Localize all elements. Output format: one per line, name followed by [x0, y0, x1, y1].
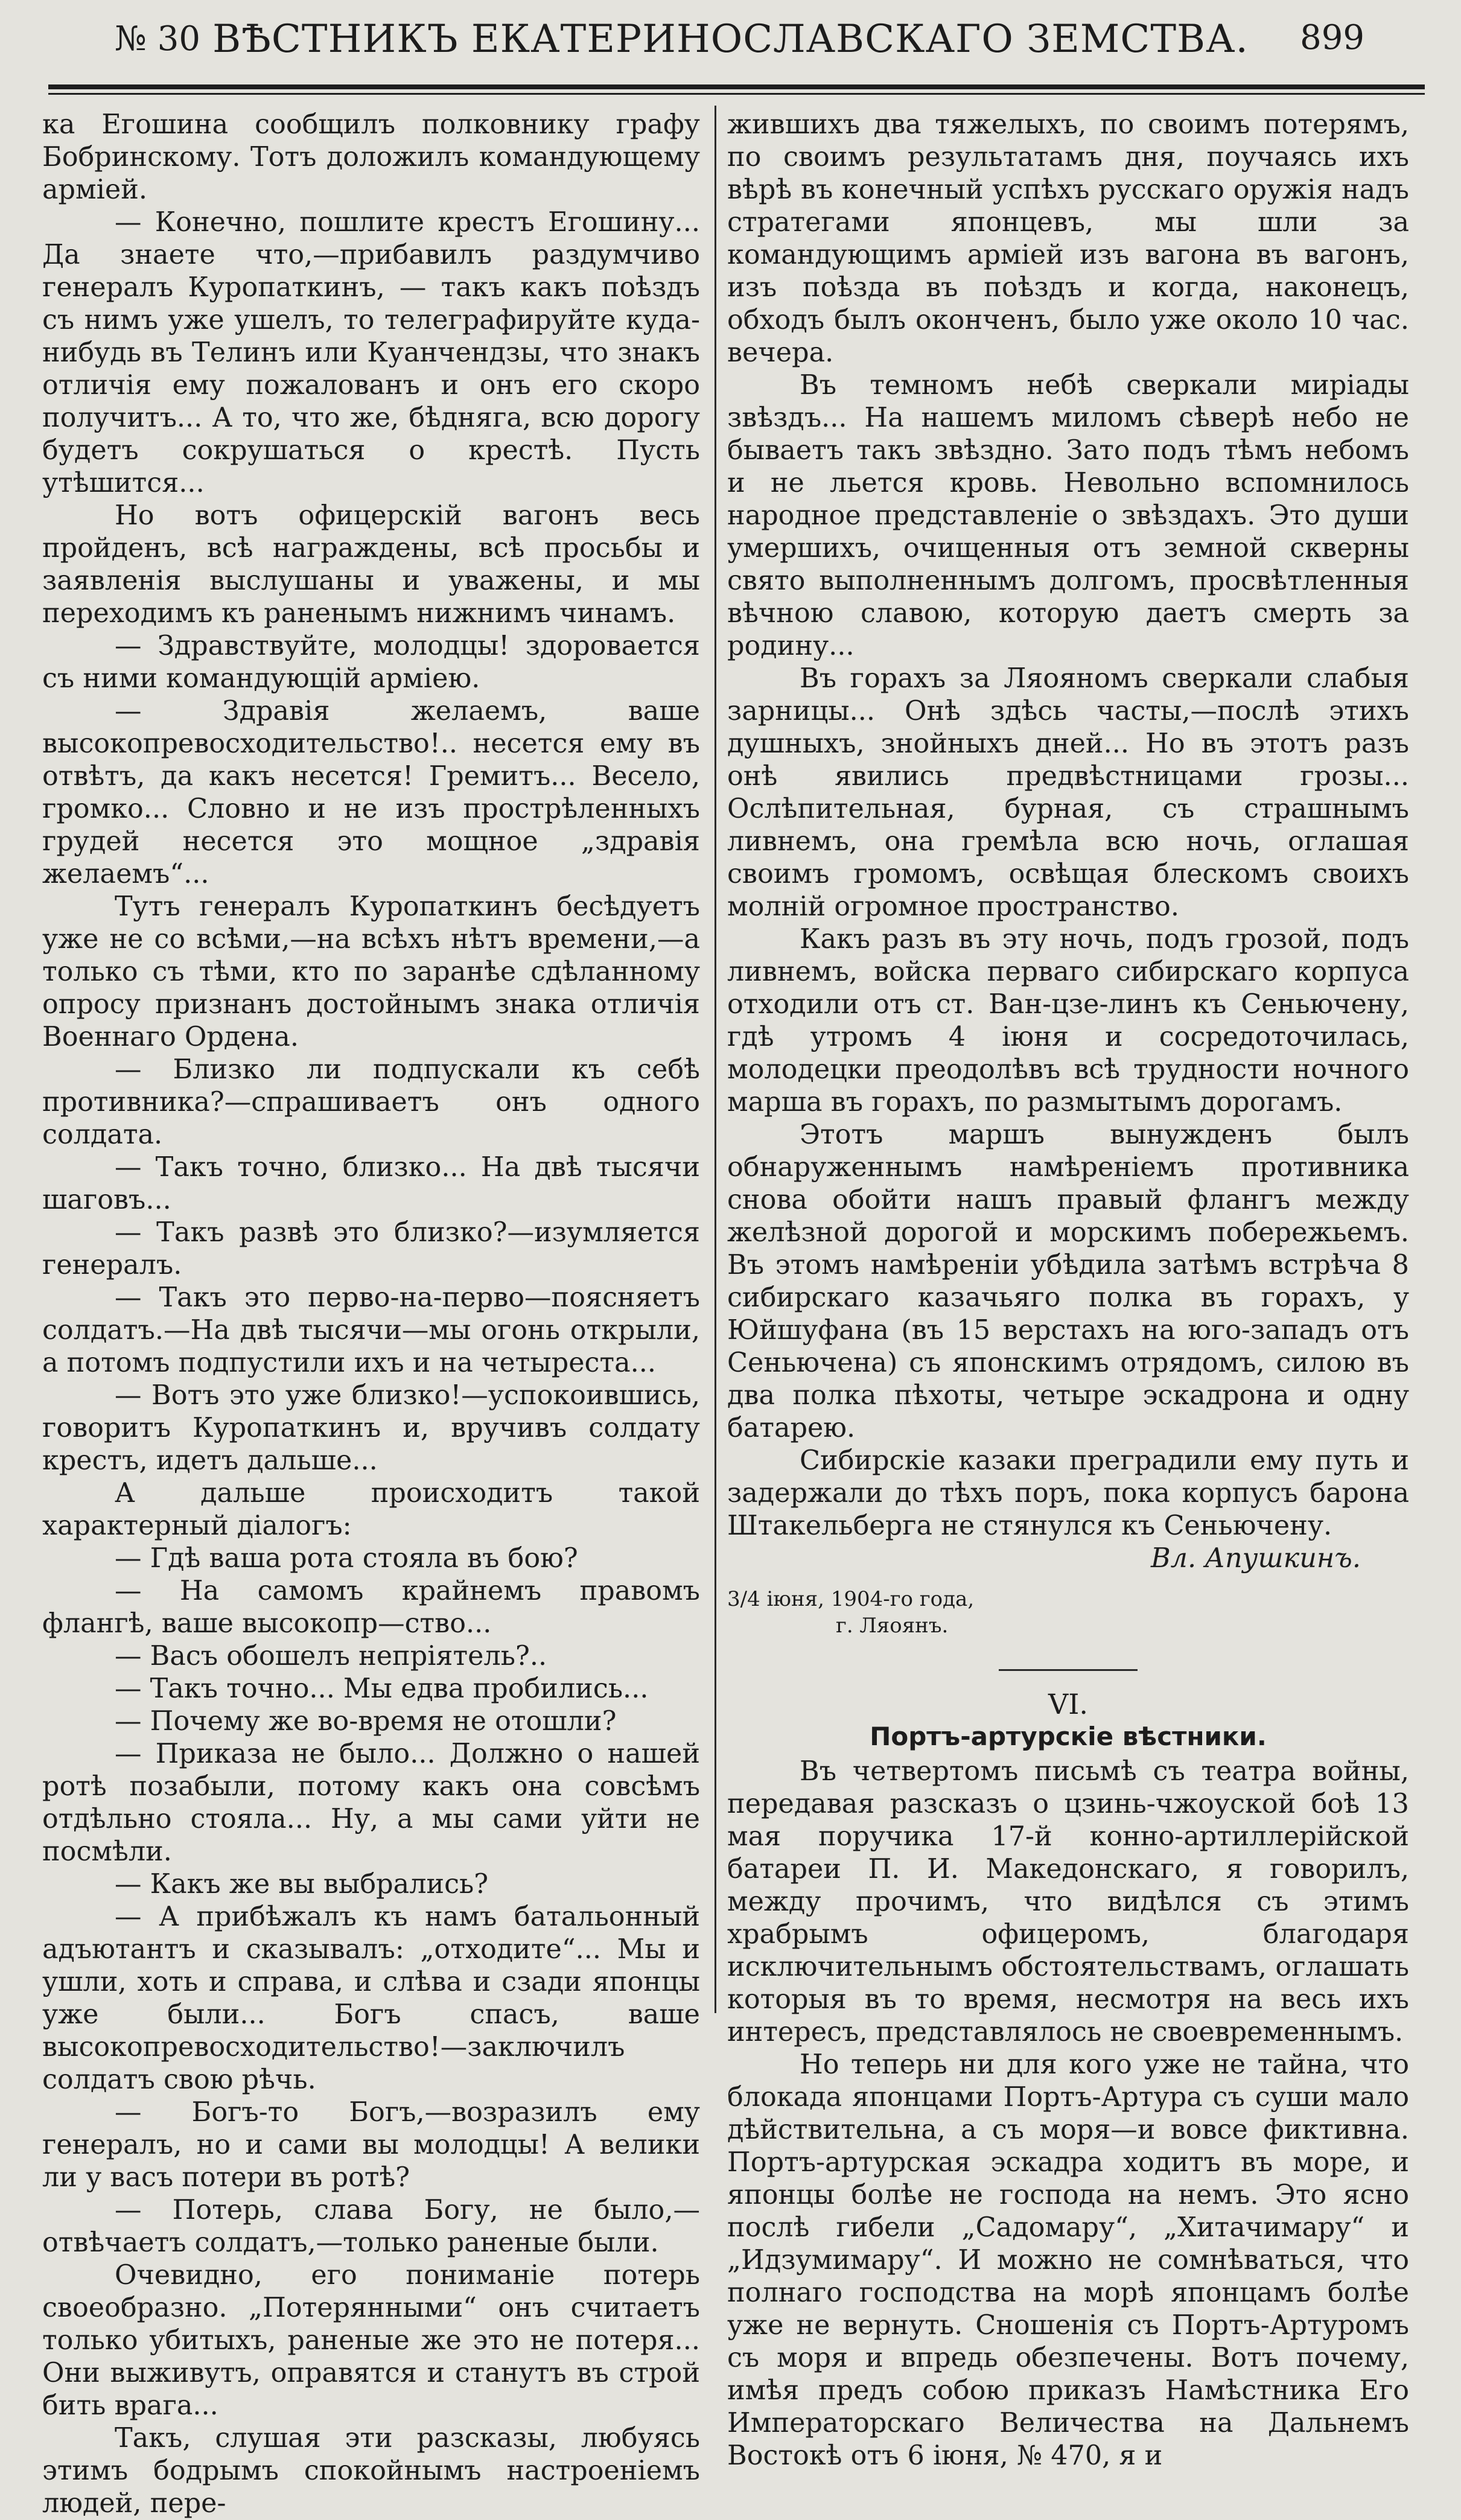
paragraph: Этотъ маршъ вынужденъ былъ обнаруженнымъ намѣреніемъ противника снова обойти нашъ правый флангъ между желѣзной дорогой и морскимъ побережьемъ. Въ этомъ намѣреніи убѣдила затѣмъ встрѣча 8 сибирскаго казачьяго полка въ горахъ, у Юйшуфана (въ 15 верстахъ на юго-западъ отъ Сеньючена) съ японскимъ отрядомъ, силою въ два полка пѣхоты, четыре эскадрона и одну батарею.: [727, 1119, 1409, 1443]
dateline-date: 3/4 іюня, 1904-го года,: [727, 1587, 975, 1611]
paragraph: — Такъ точно, близко... На двѣ тысячи шаговъ...: [42, 1152, 700, 1215]
dateline-place: г. Ляоянъ.: [836, 1614, 949, 1638]
masthead-title: ВѢСТНИКЪ ЕКАТЕРИНОСЛАВСКАГО ЗЕМСТВА.: [212, 17, 1249, 62]
paragraph: — Близко ли подпускали къ себѣ противника?—спрашиваетъ онъ одного солдата.: [42, 1054, 700, 1150]
paragraph: Въ темномъ небѣ сверкали миріады звѣздъ... На нашемъ миломъ сѣверѣ небо не бываетъ такъ звѣздно. Зато подъ тѣмъ небомъ и не льется кровь. Невольно вспомнилось народное представленіе о звѣздахъ. Это души умершихъ, очищенныя отъ земной скверны свято выполненнымъ долгомъ, просвѣтленныя вѣчною славою, которую даетъ смерть за родину...: [727, 370, 1409, 661]
paragraph: — А прибѣжалъ къ намъ батальонный адъютантъ и сказывалъ: „отходите“... Мы и ушли, хоть и справа, и слѣва и сзади японцы уже были... Богъ спасъ, ваше высокопревосходительство!—заключилъ солдатъ свою рѣчь.: [42, 1901, 700, 2095]
paragraph: — Гдѣ ваша рота стояла въ бою?: [115, 1543, 578, 1574]
paragraph: Такъ, слушая эти разсказы, любуясь этимъ бодрымъ спокойнымъ настроеніемъ людей, пере-: [42, 2423, 700, 2519]
paragraph: — Богъ-то Богъ,—возразилъ ему генералъ, но и сами вы молодцы! А велики ли у васъ потери въ ротѣ?: [42, 2097, 700, 2193]
author-signature: Вл. Апушкинъ.: [1150, 1543, 1361, 1574]
paragraph: — Такъ развѣ это близко?—изумляется генералъ.: [42, 1217, 700, 1281]
header-rule-thick: [48, 84, 1425, 89]
paragraph: — Потерь, слава Богу, не было,—отвѣчаетъ солдатъ,—только раненые были.: [42, 2195, 700, 2258]
paragraph: Но вотъ офицерскій вагонъ весь пройденъ, всѣ награждены, всѣ просьбы и заявленія выслушаны и уважены, и мы переходимъ къ раненымъ нижнимъ чинамъ.: [42, 500, 700, 629]
page-number: 899: [1300, 18, 1364, 57]
paragraph: Очевидно, его пониманіе потерь своеобразно. „Потерянными“ онъ считаетъ только убитыхъ, раненые же это не потеря... Они выживутъ, оправятся и станутъ въ строй бить врага...: [42, 2260, 700, 2421]
header-rule-thin: [48, 93, 1425, 95]
paragraph: — Такъ точно... Мы едва пробились...: [115, 1673, 649, 1704]
paragraph: — Здравія желаемъ, ваше высокопревосходительство!.. несется ему въ отвѣтъ, да какъ несется! Гремитъ... Весело, громко... Словно и не изъ прострѣленныхъ грудей несется это мощное „здравія желаемъ“...: [42, 696, 700, 889]
paragraph: — Почему же во-время не отошли?: [115, 1706, 617, 1737]
page-header: [72, 13, 1389, 80]
paragraph: ка Егошина сообщилъ полковнику графу Бобринскому. Тотъ доложилъ командующему арміей.: [42, 109, 700, 205]
right-column: [727, 109, 1409, 2472]
section-heading: Портъ-артурскіе вѣстники.: [870, 1722, 1267, 1751]
paragraph: Какъ разъ въ эту ночь, подъ грозой, подъ ливнемъ, войска перваго сибирскаго корпуса отходили отъ ст. Ван-цзе-линъ къ Сеньючену, гдѣ утромъ 4 іюня и сосредоточилась, молодецки преодолѣвъ всѣ трудности ночного марша въ горахъ, по размытымъ дорогамъ.: [727, 924, 1409, 1118]
issue-number: № 30: [115, 19, 201, 59]
paragraph: Тутъ генералъ Куропаткинъ бесѣдуетъ уже не со всѣми,—на всѣхъ нѣтъ времени,—а только съ тѣми, кто по заранѣе сдѣланному опросу признанъ достойнымъ знака отличія Военнаго Ордена.: [42, 891, 700, 1052]
left-column: [42, 109, 700, 2520]
paragraph: — Приказа не было... Должно о нашей ротѣ позабыли, потому какъ она совсѣмъ отдѣльно стояла... Ну, а мы сами уйти не посмѣли.: [42, 1739, 700, 1867]
paragraph: — На самомъ крайнемъ правомъ флангѣ, ваше высокопр—ство...: [42, 1576, 700, 1639]
column-divider: [715, 106, 716, 2013]
paragraph: Въ четвертомъ письмѣ съ театра войны, передавая разсказъ о цзинь-чжоуской боѣ 13 мая поручика 17-й конно-артиллерійской батареи П. И. Македонскаго, я говорилъ, между прочимъ, что видѣлся съ этимъ храбрымъ офицеромъ, благодаря исключительнымъ обстоятельствамъ, оглашать которыя въ то время, несмотря на весь ихъ интересъ, представлялось не своевременнымъ.: [727, 1756, 1409, 2048]
paragraph: Но теперь ни для кого уже не тайна, что блокада японцами Портъ-Артура съ суши мало дѣйствительна, а съ моря—и вовсе фиктивна. Портъ-артурская эскадра ходитъ въ море, и японцы болѣе не господа на немъ. Это ясно послѣ гибели „Садомару“, „Хитачимару“ и „Идзумимару“. И можно не сомнѣваться, что полнаго господства на морѣ японцамъ болѣе уже не вернуть. Сношенія съ Портъ-Артуромъ съ моря и впредь обезпечены. Вотъ почему, имѣя предъ собою приказъ Намѣстника Его Императорскаго Величества на Дальнемъ Востокѣ отъ 6 іюня, № 470, я и: [727, 2049, 1409, 2471]
paragraph: — Васъ обошелъ непріятель?..: [115, 1641, 547, 1672]
paragraph: — Какъ же вы выбрались?: [115, 1869, 489, 1900]
section-separator: [999, 1669, 1138, 1671]
paragraph: жившихъ два тяжелыхъ, по своимъ потерямъ, по своимъ результатамъ дня, поучаясь ихъ вѣрѣ въ конечный успѣхъ русскаго оружія надъ стратегами японцевъ, мы шли за командующимъ арміей изъ вагона въ вагонъ, изъ поѣзда въ поѣздъ и когда, наконецъ, обходъ былъ оконченъ, было уже около 10 час. вечера.: [727, 109, 1409, 368]
paragraph: — Такъ это перво-на-перво—поясняетъ солдатъ.—На двѣ тысячи—мы огонь открыли, а потомъ подпустили ихъ и на четыреста...: [42, 1282, 700, 1378]
dateline: [727, 1586, 1409, 1639]
paragraph: А дальше происходитъ такой характерный діалогъ:: [42, 1478, 700, 1541]
paragraph: — Конечно, пошлите крестъ Егошину... Да знаете что,—прибавилъ раздумчиво генералъ Куропаткинъ, — такъ какъ поѣздъ съ нимъ уже ушелъ, то телеграфируйте куда-нибудь въ Телинъ или Куанчендзы, что знакъ отличія ему пожалованъ и онъ его скоро получитъ... А то, что же, бѣдняга, всю дорогу будетъ сокрушаться о крестѣ. Пусть утѣшится...: [42, 207, 700, 498]
section-number: VI.: [1048, 1688, 1088, 1720]
paragraph: Въ горахъ за Ляояномъ сверкали слабыя зарницы... Онѣ здѣсь часты,—послѣ этихъ душныхъ, знойныхъ дней... Но въ этотъ разъ онѣ явились предвѣстницами грозы... Ослѣпительная, бурная, съ страшнымъ ливнемъ, она гремѣла всю ночь, оглашая своимъ громомъ, освѣщая блескомъ своихъ молній огромное пространство.: [727, 663, 1409, 922]
paragraph: — Вотъ это уже близко!—успокоившись, говоритъ Куропаткинъ и, вручивъ солдату крестъ, идетъ дальше...: [42, 1380, 700, 1476]
paragraph: — Здравствуйте, молодцы! здоровается съ ними командующій арміею.: [42, 631, 700, 694]
paragraph: Сибирскіе казаки преградили ему путь и задержали до тѣхъ поръ, пока корпусъ барона Штакельберга не стянулся къ Сеньючену.: [727, 1445, 1409, 1541]
